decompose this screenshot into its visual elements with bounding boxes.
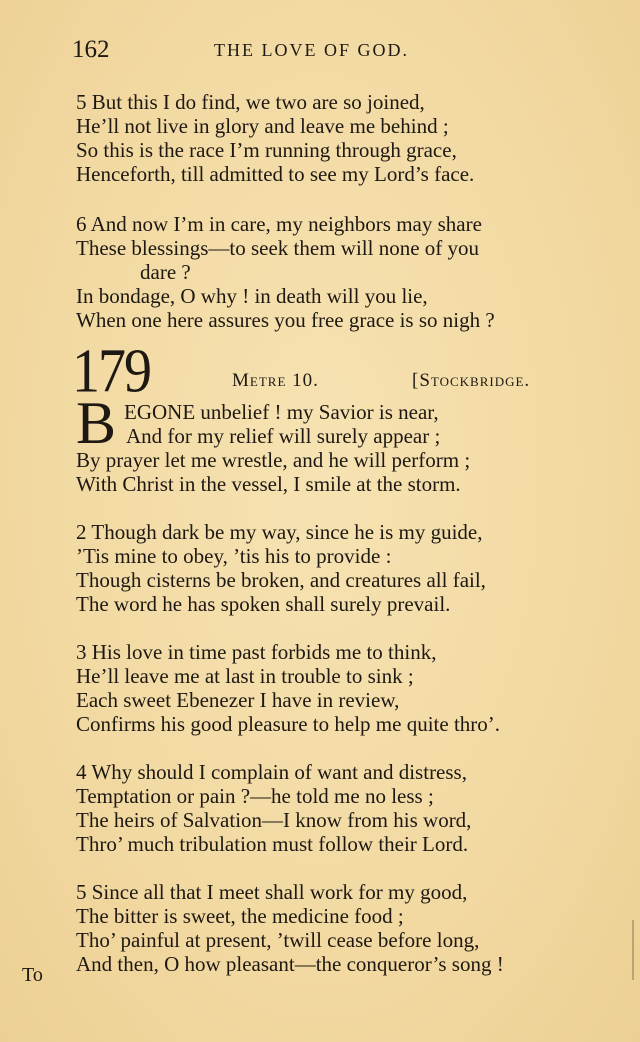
- page-number: 162: [72, 36, 110, 63]
- stanza4-line1: 4 Why should I complain of want and distress,: [76, 760, 467, 784]
- drop-cap: B: [76, 390, 117, 456]
- stanza1-line3: By prayer let me wrestle, and he will perform ;: [76, 448, 471, 472]
- prev-stanza5-line1: 5 But this I do find, we two are so joined,: [76, 90, 425, 114]
- stanza4-line2: Temptation or pain ?—he told me no less ;: [76, 784, 434, 808]
- prev-stanza5-line4: Henceforth, till admitted to see my Lord’s face.: [76, 162, 475, 186]
- prev-stanza6-line1: 6 And now I’m in care, my neighbors may share: [76, 212, 482, 236]
- stanza1-line4: With Christ in the vessel, I smile at the storm.: [76, 472, 461, 496]
- hymn-number: 179: [72, 336, 150, 407]
- stanza1-line1: EGONE unbelief ! my Savior is near,: [124, 400, 439, 424]
- hymn-tune: [Stockbridge.: [412, 370, 531, 391]
- page-header: [72, 36, 604, 66]
- hymn-metre: Metre 10.: [232, 370, 319, 391]
- stanza2-line1: 2 Though dark be my way, since he is my guide,: [76, 520, 483, 544]
- catchword: To: [22, 964, 43, 986]
- prev-stanza6-line2: These blessings—to seek them will none of you: [76, 236, 480, 260]
- stanza1-line2: And for my relief will surely appear ;: [126, 424, 441, 448]
- prev-stanza5-line3: So this is the race I’m running through grace,: [76, 138, 457, 162]
- stanza3-line1: 3 His love in time past forbids me to think,: [76, 640, 437, 664]
- stanza3-line3: Each sweet Ebenezer I have in review,: [76, 688, 400, 712]
- stanza2-line4: The word he has spoken shall surely prevail.: [76, 592, 451, 616]
- prev-stanza6-line2-cont: dare ?: [140, 260, 191, 284]
- stanza4-line4: Thro’ much tribulation must follow their Lord.: [76, 832, 469, 856]
- prev-stanza6-line4: When one here assures you free grace is so nigh ?: [76, 308, 495, 332]
- running-head: THE LOVE OF GOD.: [214, 40, 409, 60]
- stanza5-line2: The bitter is sweet, the medicine food ;: [76, 904, 404, 928]
- stanza3-line2: He’ll leave me at last in trouble to sink ;: [76, 664, 414, 688]
- stanza5-line1: 5 Since all that I meet shall work for my good,: [76, 880, 468, 904]
- page-edge-shadow: [632, 920, 634, 980]
- stanza5-line3: Tho’ painful at present, ’twill cease before long,: [76, 928, 480, 952]
- stanza5-line4: And then, O how pleasant—the conqueror’s song !: [76, 952, 504, 976]
- stanza4-line3: The heirs of Salvation—I know from his word,: [76, 808, 472, 832]
- stanza3-line4: Confirms his good pleasure to help me quite thro’.: [76, 712, 501, 736]
- stanza2-line2: ’Tis mine to obey, ’tis his to provide :: [76, 544, 392, 568]
- prev-stanza5-line2: He’ll not live in glory and leave me behind ;: [76, 114, 449, 138]
- stanza2-line3: Though cisterns be broken, and creatures all fail,: [76, 568, 486, 592]
- prev-stanza6-line3: In bondage, O why ! in death will you lie,: [76, 284, 428, 308]
